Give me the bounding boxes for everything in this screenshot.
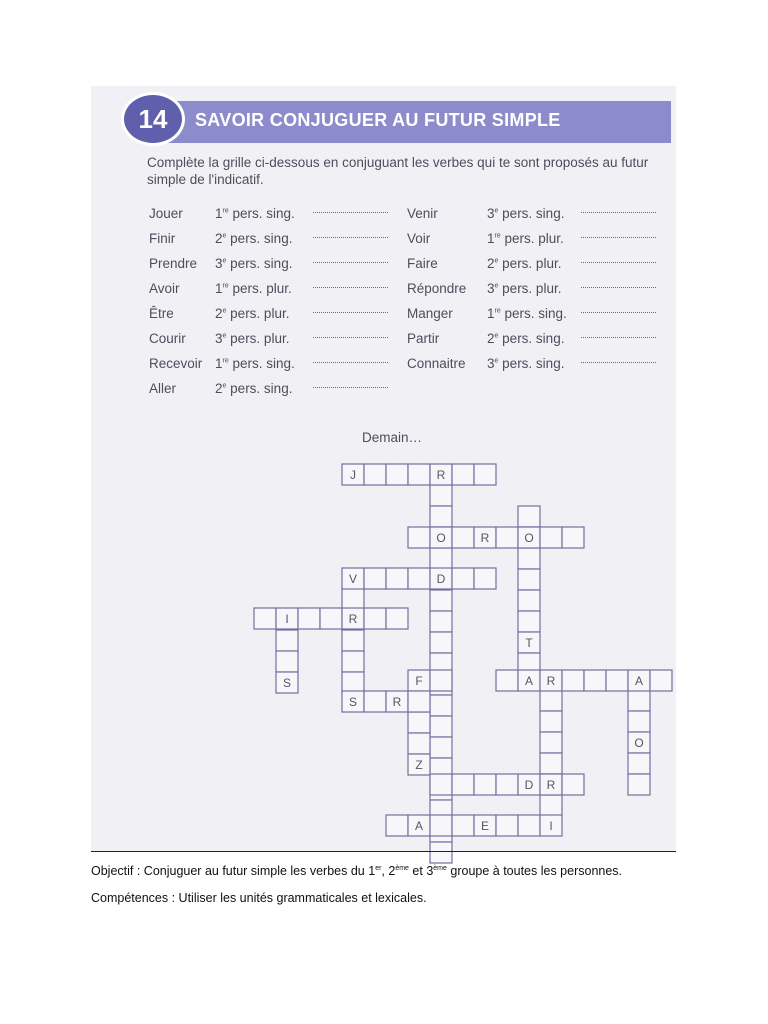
crossword-letter: A (634, 674, 644, 688)
crossword-cell[interactable] (386, 568, 408, 589)
sup-3: ème (433, 864, 447, 872)
crossword-letter: R (546, 778, 556, 792)
divider (91, 851, 676, 852)
crossword-letter: R (392, 695, 402, 709)
crossword-letter: S (282, 676, 292, 690)
crossword-cell[interactable] (430, 774, 452, 795)
verb-person: 1re pers. sing. (487, 306, 567, 321)
crossword-cell[interactable] (342, 651, 364, 672)
crossword-cell[interactable] (342, 588, 364, 609)
crossword-cell[interactable] (518, 548, 540, 569)
verb-name: Partir (407, 331, 440, 346)
crossword-cell[interactable] (518, 506, 540, 527)
crossword-letter: I (549, 819, 553, 833)
crossword-cell[interactable] (540, 795, 562, 816)
grid-label: Demain… (362, 430, 423, 445)
crossword-cell[interactable] (408, 733, 430, 754)
crossword-cell[interactable] (562, 670, 584, 691)
crossword-cell[interactable] (408, 464, 430, 485)
crossword-cell[interactable] (430, 737, 452, 758)
crossword-cell[interactable] (320, 608, 342, 629)
crossword-cell[interactable] (562, 527, 584, 548)
crossword-cell[interactable] (496, 527, 518, 548)
crossword-cell[interactable] (342, 672, 364, 693)
crossword-cell[interactable] (276, 630, 298, 651)
verb-name: Jouer (149, 206, 183, 221)
crossword-cell[interactable] (386, 608, 408, 629)
crossword-cell[interactable] (496, 815, 518, 836)
crossword-cell[interactable] (430, 670, 452, 691)
crossword-cell[interactable] (518, 569, 540, 590)
verb-name: Aller (149, 381, 177, 396)
verb-name: Avoir (149, 281, 180, 296)
crossword-cell[interactable] (430, 815, 452, 836)
crossword-letter: R (348, 612, 358, 626)
verb-person: 2e pers. plur. (487, 256, 562, 271)
crossword-cell[interactable] (540, 732, 562, 753)
verb-person: 2e pers. sing. (215, 381, 293, 396)
verb-name: Être (149, 306, 174, 321)
crossword-cell[interactable] (430, 695, 452, 716)
instructions-text: Complète la grille ci-dessous en conjuguant les verbes qui te sont proposés au futur simple de l'indicatif. (147, 155, 649, 187)
objective-prefix: Objectif : Conjuguer au futur simple les verbes du 1 (91, 864, 376, 878)
crossword-cell[interactable] (540, 527, 562, 548)
crossword-cell[interactable] (540, 690, 562, 711)
verb-person: 1re pers. sing. (215, 206, 295, 221)
crossword-letter: V (348, 572, 358, 586)
crossword-letter: R (436, 468, 446, 482)
crossword-cell[interactable] (496, 774, 518, 795)
exercise-number-badge: 14 (121, 92, 185, 146)
crossword-letter: D (524, 778, 534, 792)
objective-mid-2: et 3 (408, 864, 434, 878)
crossword-cell[interactable] (474, 568, 496, 589)
crossword-cell[interactable] (364, 608, 386, 629)
crossword-cell[interactable] (430, 506, 452, 527)
crossword-cell[interactable] (298, 608, 320, 629)
verb-name: Voir (407, 231, 431, 246)
crossword-cell[interactable] (452, 568, 474, 589)
verb-person: 2e pers. sing. (487, 331, 565, 346)
crossword-cell[interactable] (496, 670, 518, 691)
crossword-letter: T (525, 636, 533, 650)
verb-name: Manger (407, 306, 453, 321)
crossword-cell[interactable] (584, 670, 606, 691)
crossword-cell[interactable] (408, 691, 430, 712)
crossword-letter: F (415, 674, 423, 688)
crossword-cell[interactable] (606, 670, 628, 691)
objective-line (91, 864, 622, 878)
crossword-cell[interactable] (452, 527, 474, 548)
crossword-cell[interactable] (650, 670, 672, 691)
crossword-cell[interactable] (430, 611, 452, 632)
crossword-cell[interactable] (518, 611, 540, 632)
crossword-cell[interactable] (254, 608, 276, 629)
crossword-cell[interactable] (628, 774, 650, 795)
verb-name: Faire (407, 256, 438, 271)
verb-name: Prendre (149, 256, 198, 271)
verb-name: Recevoir (149, 356, 203, 371)
crossword-cell[interactable] (628, 753, 650, 774)
crossword-cell[interactable] (518, 590, 540, 611)
crossword-cell[interactable] (430, 590, 452, 611)
crossword-cell[interactable] (628, 711, 650, 732)
crossword-cell[interactable] (474, 774, 496, 795)
crossword-cell[interactable] (364, 568, 386, 589)
crossword-cell[interactable] (562, 774, 584, 795)
crossword-letter: I (285, 612, 289, 626)
objective-mid-1: , 2 (381, 864, 396, 878)
crossword-letter: Z (415, 758, 423, 772)
crossword-cell[interactable] (628, 690, 650, 711)
verb-name: Finir (149, 231, 176, 246)
crossword-cell[interactable] (452, 464, 474, 485)
crossword-cell[interactable] (430, 632, 452, 653)
crossword-letter: O (524, 531, 534, 545)
verb-person: 2e pers. sing. (215, 231, 293, 246)
crossword-cell[interactable] (430, 842, 452, 863)
verb-person: 1re pers. plur. (487, 231, 564, 246)
crossword-cell[interactable] (474, 464, 496, 485)
verb-person: 3e pers. sing. (487, 206, 565, 221)
crossword-cell[interactable] (408, 568, 430, 589)
crossword-letter: D (436, 572, 446, 586)
crossword-cell[interactable] (540, 753, 562, 774)
verb-person: 1re pers. sing. (215, 356, 295, 371)
verb-person: 3e pers. sing. (215, 256, 293, 271)
crossword-letter: O (436, 531, 446, 545)
verb-name: Connaitre (407, 356, 466, 371)
crossword-cell[interactable] (276, 651, 298, 672)
crossword-cell[interactable] (518, 815, 540, 836)
crossword-cell[interactable] (386, 464, 408, 485)
verb-person: 3e pers. plur. (215, 331, 290, 346)
crossword-letter: S (348, 695, 358, 709)
crossword-letter: E (480, 819, 490, 833)
sup-2: ème (395, 864, 409, 872)
crossword-cell[interactable] (408, 527, 430, 548)
page-title: SAVOIR CONJUGUER AU FUTUR SIMPLE (195, 110, 561, 130)
crossword-letter: O (634, 736, 644, 750)
verb-person: 1re pers. plur. (215, 281, 292, 296)
verb-person: 2e pers. plur. (215, 306, 290, 321)
crossword-cell[interactable] (386, 815, 408, 836)
crossword-cell[interactable] (452, 774, 474, 795)
crossword-letter: A (524, 674, 534, 688)
crossword-cell[interactable] (540, 711, 562, 732)
verb-name: Répondre (407, 281, 467, 296)
crossword-cell[interactable] (430, 548, 452, 569)
crossword-cell[interactable] (364, 691, 386, 712)
crossword-cell[interactable] (364, 464, 386, 485)
crossword-cell[interactable] (430, 485, 452, 506)
crossword-letter: R (546, 674, 556, 688)
verb-person: 3e pers. sing. (487, 356, 565, 371)
crossword-cell[interactable] (430, 716, 452, 737)
crossword-cell[interactable] (408, 712, 430, 733)
competences-line: Compétences : Utiliser les unités grammaticales et lexicales. (91, 891, 427, 905)
verb-person: 3e pers. plur. (487, 281, 562, 296)
objective-suffix: groupe à toutes les personnes. (446, 864, 623, 878)
verb-name: Courir (149, 331, 186, 346)
crossword-cell[interactable] (342, 630, 364, 651)
crossword-cell[interactable] (452, 815, 474, 836)
sup-1: er (375, 864, 382, 872)
verb-name: Venir (407, 206, 438, 221)
crossword-letter: J (350, 468, 356, 482)
crossword-letter: R (480, 531, 490, 545)
crossword-letter: A (414, 819, 424, 833)
